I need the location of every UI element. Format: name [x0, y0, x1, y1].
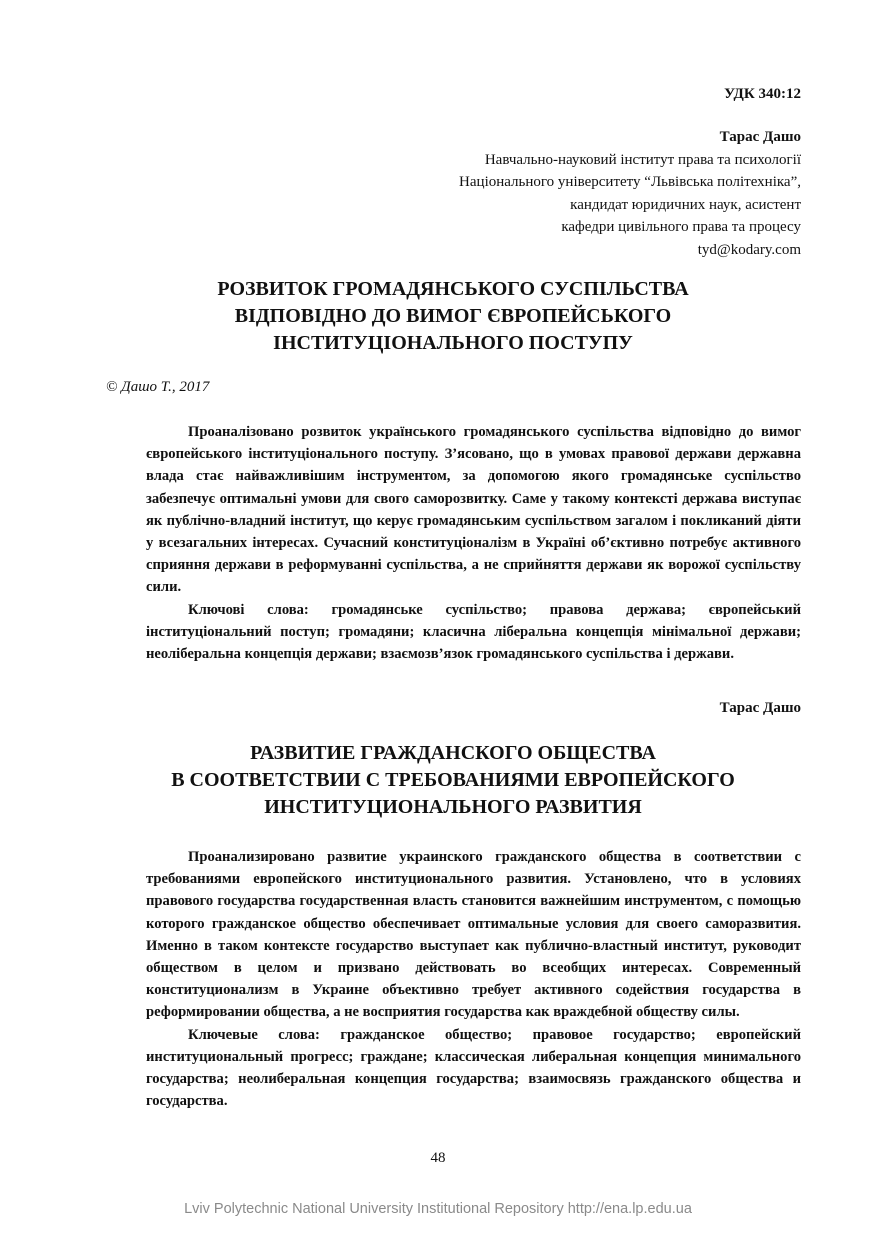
title-line: ВІДПОВІДНО ДО ВИМОГ ЄВРОПЕЙСЬКОГО — [234, 305, 672, 327]
abstract-text-ua: Проаналізовано розвиток українського громадянського суспільства відповідно до вимог європейського інституціонального поступу. З’ясовано, що в умовах правової держави державна влада стає найважливішим інструментом, за допомогою якого громадянське суспільство забезпечує оптимальні умови для свого саморозвитку. Саме у такому контексті держава виступає як публічно-владний інститут, що керує громадянським суспільством загалом і покликаний діяти у всезагальних інтересах. Сучасний конституціоналізм в Україні об’єктивно потребує активного сприяння держави в реформуванні суспільства, а не сприйняття держави як ворожої суспільству сили. — [146, 424, 801, 596]
author-info-ua — [459, 126, 801, 261]
udk-code: УДК 340:12 — [724, 86, 801, 102]
affiliation-line: Навчально-науковий інститут права та психології — [484, 151, 801, 168]
abstract-text-ru: Проанализировано развитие украинского гражданского общества в соответствии с требованиями европейского институционального развития. Установлено, что в условиях правового государства государственная власть становится важнейшим инструментом, с помощью которого гражданское общество обеспечивает оптимальные условия для своего саморазвития. Именно в таком контексте государство выступает как публично-властный институт, руководит обществом в целом и призвано действовать во всеобщих интересах. Современный конституционализм в Украине объективно требует активного содействия государства в реформировании общества, а не восприятия государства как враждебной обществу силы. — [146, 849, 801, 1021]
author-name-ru: Тарас Дашо — [719, 700, 801, 716]
abstract-ua — [146, 421, 801, 665]
paper-title-ua — [60, 276, 846, 357]
affiliation-line: Національного університету “Львівська політехніка”, — [459, 174, 801, 190]
abstract-ru — [146, 846, 801, 1112]
keywords-ua: Ключові слова: громадянське суспільство; правова держава; європейський інституціональний поступ; громадяни; класична ліберальна концепція мінімальної держави; неоліберальна концепція держави; взаємозв’язок громадянського суспільства і держави. — [146, 601, 801, 663]
affiliation-line: кандидат юридичних наук, асистент — [570, 196, 801, 213]
title-line: ІНСТИТУЦІОНАЛЬНОГО ПОСТУПУ — [273, 332, 633, 354]
paper-title-ru — [60, 740, 846, 821]
title-line: В СООТВЕТСТВИИ С ТРЕБОВАНИЯМИ ЕВРОПЕЙСКОГО — [171, 769, 735, 791]
affiliation-line: кафедри цивільного права та процесу — [561, 219, 801, 235]
repository-footer: Lviv Polytechnic National University Institutional Repository http://ena.lp.edu.ua — [184, 1201, 692, 1217]
page-number: 48 — [430, 1150, 446, 1166]
title-line: РАЗВИТИЕ ГРАЖДАНСКОГО ОБЩЕСТВА — [250, 742, 656, 764]
author-name-ua: Тарас Дашо — [719, 129, 801, 145]
author-email: tyd@kodary.com — [697, 241, 801, 258]
copyright-notice: © Дашо Т., 2017 — [106, 379, 210, 395]
title-line: ИНСТИТУЦИОНАЛЬНОГО РАЗВИТИЯ — [264, 796, 642, 818]
keywords-ru: Ключевые слова: гражданское общество; правовое государство; европейский институциональный прогресс; граждане; классическая либеральная концепция минимального государства; неолиберальная концепция государства; взаимосвязь гражданского общества и государства. — [146, 1026, 801, 1110]
title-line: РОЗВИТОК ГРОМАДЯНСЬКОГО СУСПІЛЬСТВА — [217, 278, 689, 300]
